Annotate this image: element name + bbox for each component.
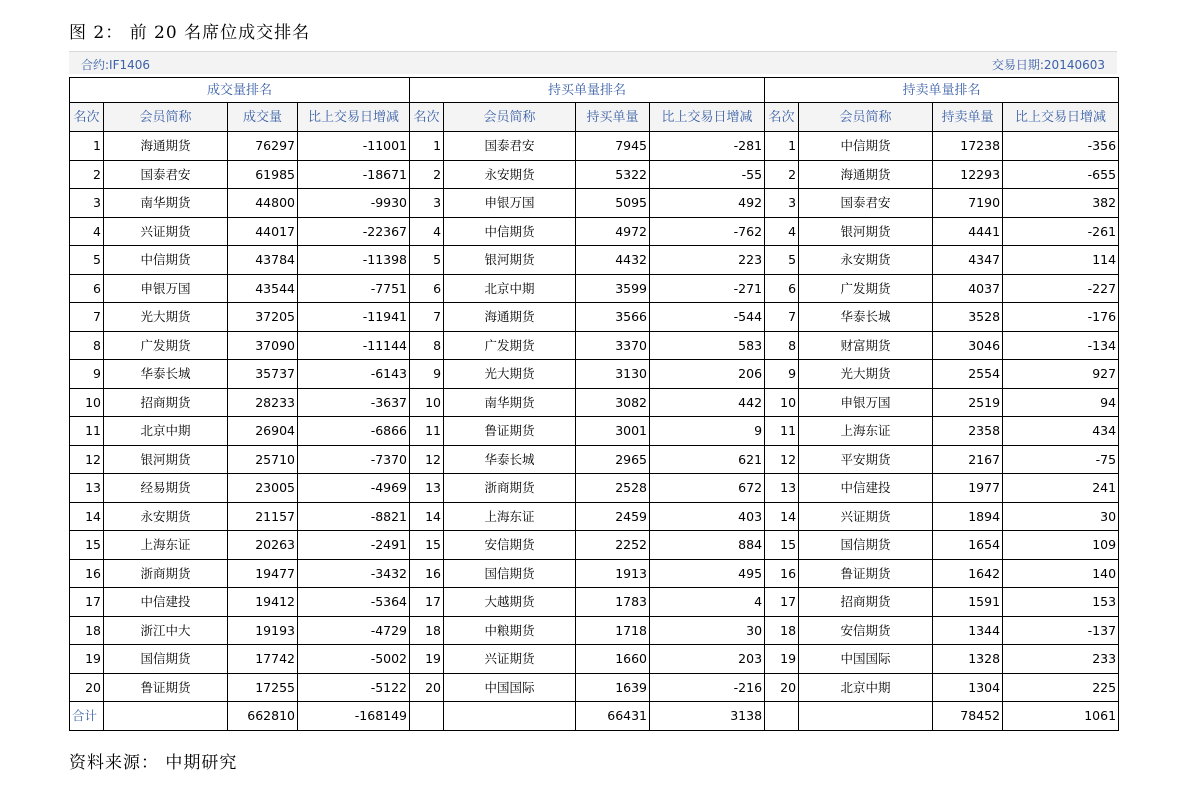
short-change: 225 [1003,673,1119,702]
rank-cell: 11 [765,417,799,446]
rank-cell: 5 [410,246,444,275]
group-volume: 成交量排名 [70,78,410,103]
long-change: -281 [650,132,765,161]
short-value: 1344 [933,616,1003,645]
rank-cell: 2 [765,160,799,189]
volume-change: -3432 [298,559,410,588]
rank-cell: 10 [70,388,104,417]
short-value: 4037 [933,274,1003,303]
rank-cell: 15 [765,531,799,560]
member-name: 招商期货 [799,588,933,617]
short-change: 382 [1003,189,1119,218]
member-name: 永安期货 [444,160,576,189]
member-name: 国信期货 [444,559,576,588]
table-row [70,502,1119,531]
member-name: 兴证期货 [799,502,933,531]
short-change: 241 [1003,474,1119,503]
short-change: 109 [1003,531,1119,560]
member-name: 鲁证期货 [799,559,933,588]
table-row [70,217,1119,246]
rank-cell: 12 [410,445,444,474]
member-name: 华泰长城 [104,360,228,389]
volume-value: 17742 [228,645,298,674]
group-header-row [70,78,1119,103]
rank-cell: 11 [410,417,444,446]
empty-cell [765,702,799,731]
short-value: 1654 [933,531,1003,560]
rank-cell: 8 [765,331,799,360]
rank-cell: 7 [765,303,799,332]
member-name: 大越期货 [444,588,576,617]
table-row [70,559,1119,588]
table-row [70,360,1119,389]
volume-change: -4729 [298,616,410,645]
rank-cell: 16 [765,559,799,588]
long-value: 5095 [576,189,650,218]
short-value: 2519 [933,388,1003,417]
volume-value: 43544 [228,274,298,303]
long-value: 1660 [576,645,650,674]
member-name: 北京中期 [104,417,228,446]
col-header: 持买单量 [576,103,650,132]
short-value: 1977 [933,474,1003,503]
volume-change: -7370 [298,445,410,474]
total-volume-change: -168149 [298,702,410,731]
volume-value: 26904 [228,417,298,446]
volume-change: -5364 [298,588,410,617]
source-note: 资料来源： 中期研究 [69,753,238,773]
col-header: 会员简称 [799,103,933,132]
member-name: 海通期货 [104,132,228,161]
long-value: 2252 [576,531,650,560]
rank-cell: 10 [410,388,444,417]
short-value: 2358 [933,417,1003,446]
table-row [70,274,1119,303]
empty-cell [104,702,228,731]
short-value: 1642 [933,559,1003,588]
long-value: 2965 [576,445,650,474]
col-header: 名次 [70,103,104,132]
rank-cell: 3 [70,189,104,218]
rank-cell: 15 [410,531,444,560]
member-name: 广发期货 [444,331,576,360]
member-name: 安信期货 [799,616,933,645]
member-name: 浙江中大 [104,616,228,645]
table-row [70,160,1119,189]
rank-cell: 20 [70,673,104,702]
volume-value: 19193 [228,616,298,645]
member-name: 光大期货 [104,303,228,332]
member-name: 鲁证期货 [104,673,228,702]
rank-cell: 1 [70,132,104,161]
rank-cell: 3 [765,189,799,218]
total-volume: 662810 [228,702,298,731]
short-value: 1894 [933,502,1003,531]
rank-cell: 14 [70,502,104,531]
short-change: -227 [1003,274,1119,303]
long-change: 30 [650,616,765,645]
col-header: 会员简称 [444,103,576,132]
member-name: 中国国际 [799,645,933,674]
empty-cell [444,702,576,731]
rank-cell: 11 [70,417,104,446]
short-change: -137 [1003,616,1119,645]
member-name: 上海东证 [799,417,933,446]
member-name: 中信建投 [104,588,228,617]
member-name: 南华期货 [104,189,228,218]
volume-change: -11398 [298,246,410,275]
member-name: 广发期货 [799,274,933,303]
rank-cell: 19 [70,645,104,674]
rank-cell: 13 [70,474,104,503]
short-value: 1304 [933,673,1003,702]
volume-value: 37090 [228,331,298,360]
rank-cell: 19 [410,645,444,674]
rank-cell: 6 [765,274,799,303]
column-header-row [70,103,1119,132]
member-name: 财富期货 [799,331,933,360]
member-name: 中国国际 [444,673,576,702]
volume-change: -11144 [298,331,410,360]
table-row [70,246,1119,275]
total-short: 78452 [933,702,1003,731]
short-value: 3046 [933,331,1003,360]
volume-change: -11001 [298,132,410,161]
short-change: -655 [1003,160,1119,189]
short-value: 2554 [933,360,1003,389]
member-name: 安信期货 [444,531,576,560]
long-value: 2459 [576,502,650,531]
volume-change: -4969 [298,474,410,503]
volume-change: -11941 [298,303,410,332]
rank-cell: 7 [410,303,444,332]
member-name: 平安期货 [799,445,933,474]
member-name: 申银万国 [104,274,228,303]
short-change: -75 [1003,445,1119,474]
short-change: -134 [1003,331,1119,360]
rank-cell: 18 [765,616,799,645]
rank-cell: 14 [410,502,444,531]
volume-change: -5002 [298,645,410,674]
member-name: 兴证期货 [444,645,576,674]
volume-value: 23005 [228,474,298,503]
total-row [70,702,1119,731]
member-name: 银河期货 [444,246,576,275]
rank-cell: 15 [70,531,104,560]
volume-change: -6866 [298,417,410,446]
long-change: 672 [650,474,765,503]
rank-cell: 17 [410,588,444,617]
long-change: 442 [650,388,765,417]
rank-cell: 4 [70,217,104,246]
figure-caption: 图 2： 前 20 名席位成交排名 [69,23,311,43]
col-header: 名次 [765,103,799,132]
table-row [70,616,1119,645]
info-bar [69,51,1117,74]
short-value: 1328 [933,645,1003,674]
total-short-change: 1061 [1003,702,1119,731]
member-name: 广发期货 [104,331,228,360]
member-name: 上海东证 [444,502,576,531]
member-name: 上海东证 [104,531,228,560]
long-value: 3566 [576,303,650,332]
long-change: -544 [650,303,765,332]
short-change: 30 [1003,502,1119,531]
empty-cell [799,702,933,731]
short-value: 12293 [933,160,1003,189]
member-name: 华泰长城 [799,303,933,332]
long-change: 4 [650,588,765,617]
member-name: 华泰长城 [444,445,576,474]
rank-cell: 8 [70,331,104,360]
short-value: 4347 [933,246,1003,275]
long-value: 3130 [576,360,650,389]
rank-cell: 1 [410,132,444,161]
trade-date-label: 交易日期:20140603 [991,58,1105,72]
volume-change: -8821 [298,502,410,531]
col-header: 比上交易日增减 [650,103,765,132]
rank-cell: 8 [410,331,444,360]
long-value: 4972 [576,217,650,246]
rank-cell: 4 [410,217,444,246]
member-name: 兴证期货 [104,217,228,246]
rank-cell: 6 [70,274,104,303]
member-name: 国泰君安 [444,132,576,161]
rank-cell: 18 [410,616,444,645]
table-row [70,331,1119,360]
member-name: 永安期货 [799,246,933,275]
rank-cell: 16 [70,559,104,588]
volume-change: -3637 [298,388,410,417]
member-name: 南华期货 [444,388,576,417]
short-change: 140 [1003,559,1119,588]
volume-change: -7751 [298,274,410,303]
short-value: 2167 [933,445,1003,474]
rank-cell: 5 [70,246,104,275]
rank-cell: 4 [765,217,799,246]
table-row [70,303,1119,332]
table-row [70,531,1119,560]
long-value: 3001 [576,417,650,446]
empty-cell [410,702,444,731]
member-name: 银河期货 [799,217,933,246]
member-name: 光大期货 [444,360,576,389]
short-change: 153 [1003,588,1119,617]
rank-cell: 14 [765,502,799,531]
long-change: -55 [650,160,765,189]
member-name: 国信期货 [799,531,933,560]
member-name: 招商期货 [104,388,228,417]
short-change: -176 [1003,303,1119,332]
long-change: 223 [650,246,765,275]
member-name: 经易期货 [104,474,228,503]
contract-label: 合约:IF1406 [81,58,151,72]
member-name: 中信期货 [799,132,933,161]
volume-change: -22367 [298,217,410,246]
table-row [70,673,1119,702]
rank-cell: 10 [765,388,799,417]
long-change: -216 [650,673,765,702]
short-value: 4441 [933,217,1003,246]
member-name: 鲁证期货 [444,417,576,446]
long-value: 2528 [576,474,650,503]
long-value: 3599 [576,274,650,303]
long-change: -762 [650,217,765,246]
rank-cell: 9 [410,360,444,389]
long-change: 203 [650,645,765,674]
table-row [70,189,1119,218]
volume-value: 19477 [228,559,298,588]
volume-value: 61985 [228,160,298,189]
rank-cell: 9 [765,360,799,389]
group-short: 持卖单量排名 [765,78,1119,103]
member-name: 国泰君安 [104,160,228,189]
short-change: 927 [1003,360,1119,389]
rank-cell: 6 [410,274,444,303]
volume-value: 25710 [228,445,298,474]
long-value: 3082 [576,388,650,417]
short-value: 17238 [933,132,1003,161]
member-name: 国信期货 [104,645,228,674]
table-row [70,388,1119,417]
volume-value: 43784 [228,246,298,275]
col-header: 比上交易日增减 [1003,103,1119,132]
rank-cell: 3 [410,189,444,218]
long-value: 3370 [576,331,650,360]
rank-cell: 20 [410,673,444,702]
rank-cell: 13 [410,474,444,503]
long-change: 495 [650,559,765,588]
group-long: 持买单量排名 [410,78,765,103]
rank-cell: 17 [765,588,799,617]
rank-cell: 9 [70,360,104,389]
long-value: 5322 [576,160,650,189]
volume-value: 76297 [228,132,298,161]
rank-cell: 7 [70,303,104,332]
col-header: 比上交易日增减 [298,103,410,132]
volume-value: 20263 [228,531,298,560]
long-value: 7945 [576,132,650,161]
volume-value: 17255 [228,673,298,702]
volume-change: -6143 [298,360,410,389]
volume-value: 44017 [228,217,298,246]
long-value: 1783 [576,588,650,617]
member-name: 北京中期 [799,673,933,702]
long-value: 1639 [576,673,650,702]
total-label: 合计 [70,702,104,731]
short-value: 1591 [933,588,1003,617]
rank-cell: 19 [765,645,799,674]
rank-cell: 18 [70,616,104,645]
volume-value: 37205 [228,303,298,332]
long-change: 9 [650,417,765,446]
member-name: 申银万国 [799,388,933,417]
col-header: 持卖单量 [933,103,1003,132]
member-name: 海通期货 [444,303,576,332]
rank-cell: 17 [70,588,104,617]
volume-change: -9930 [298,189,410,218]
member-name: 北京中期 [444,274,576,303]
long-value: 1913 [576,559,650,588]
volume-value: 21157 [228,502,298,531]
long-change: 206 [650,360,765,389]
member-name: 中信建投 [799,474,933,503]
volume-change: -2491 [298,531,410,560]
member-name: 中粮期货 [444,616,576,645]
rank-cell: 20 [765,673,799,702]
long-change: 621 [650,445,765,474]
table-row [70,417,1119,446]
long-change: 884 [650,531,765,560]
short-change: -261 [1003,217,1119,246]
member-name: 中信期货 [444,217,576,246]
col-header: 会员简称 [104,103,228,132]
table-row [70,445,1119,474]
volume-change: -5122 [298,673,410,702]
member-name: 永安期货 [104,502,228,531]
long-value: 1718 [576,616,650,645]
short-change: 94 [1003,388,1119,417]
rank-cell: 2 [410,160,444,189]
long-value: 4432 [576,246,650,275]
long-change: 583 [650,331,765,360]
short-change: 114 [1003,246,1119,275]
member-name: 银河期货 [104,445,228,474]
member-name: 国泰君安 [799,189,933,218]
short-value: 3528 [933,303,1003,332]
volume-value: 19412 [228,588,298,617]
member-name: 光大期货 [799,360,933,389]
short-change: -356 [1003,132,1119,161]
rank-cell: 2 [70,160,104,189]
member-name: 浙商期货 [104,559,228,588]
table-row [70,474,1119,503]
col-header: 名次 [410,103,444,132]
volume-value: 44800 [228,189,298,218]
rank-cell: 16 [410,559,444,588]
member-name: 中信期货 [104,246,228,275]
total-long: 66431 [576,702,650,731]
rank-cell: 12 [765,445,799,474]
member-name: 海通期货 [799,160,933,189]
member-name: 申银万国 [444,189,576,218]
volume-value: 35737 [228,360,298,389]
total-long-change: 3138 [650,702,765,731]
table-row [70,588,1119,617]
ranking-table [69,77,1119,731]
volume-value: 28233 [228,388,298,417]
long-change: 492 [650,189,765,218]
table-row [70,132,1119,161]
rank-cell: 5 [765,246,799,275]
rank-cell: 12 [70,445,104,474]
col-header: 成交量 [228,103,298,132]
table-row [70,645,1119,674]
short-change: 434 [1003,417,1119,446]
volume-change: -18671 [298,160,410,189]
long-change: -271 [650,274,765,303]
rank-cell: 13 [765,474,799,503]
short-change: 233 [1003,645,1119,674]
member-name: 浙商期货 [444,474,576,503]
long-change: 403 [650,502,765,531]
rank-cell: 1 [765,132,799,161]
short-value: 7190 [933,189,1003,218]
